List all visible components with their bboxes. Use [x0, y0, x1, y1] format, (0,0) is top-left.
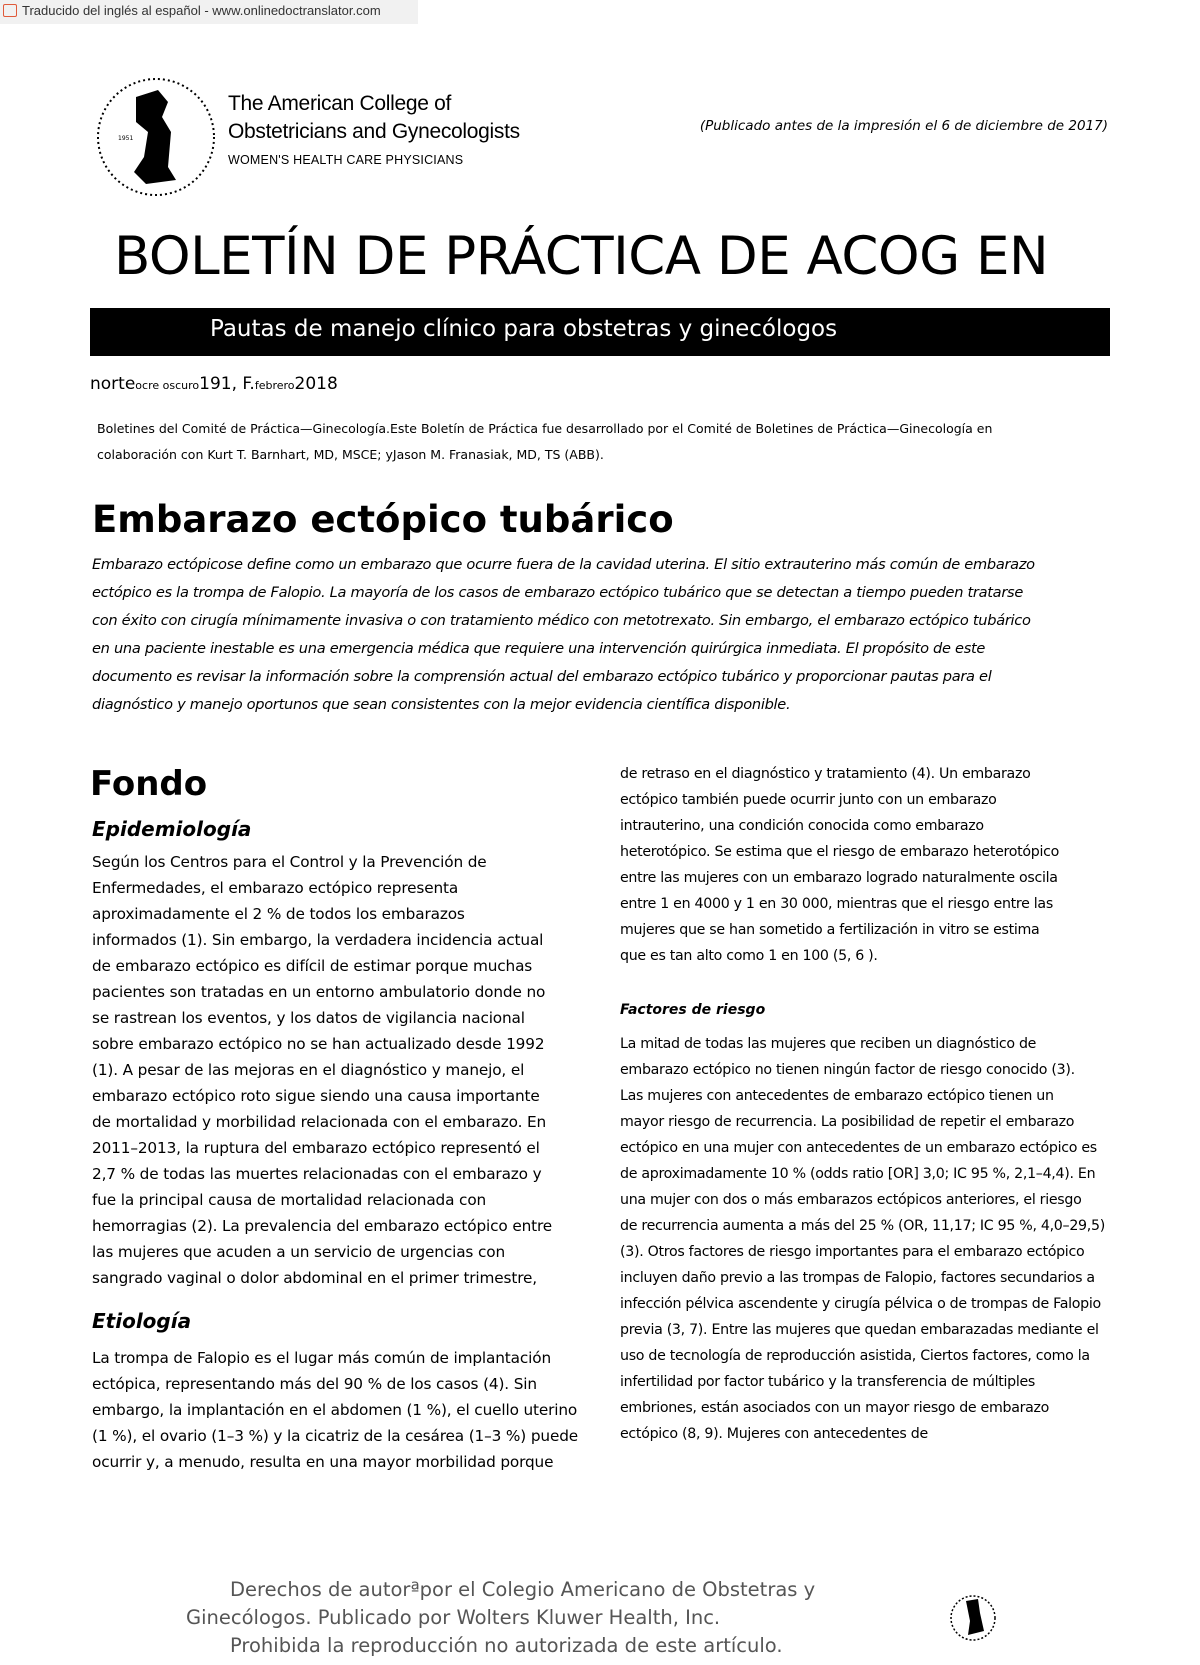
text-line: Las mujeres con antecedentes de embarazo ectópico tienen un	[620, 1088, 1054, 1104]
text-line: de embarazo ectópico es difícil de estimar porque muchas	[92, 957, 533, 975]
text-line: sangrado vaginal o dolor abdominal en el primer trimestre,	[92, 1269, 537, 1287]
text-line: de mortalidad y morbilidad relacionada con el embarazo. En	[92, 1113, 547, 1131]
text-line: de recurrencia aumenta a más del 25 % (OR, 11,17; IC 95 %, 4,0–29,5)	[620, 1218, 1105, 1234]
text-line: documento es revisar la información sobre la comprensión actual del embarazo ectópico tubárico y proporcionar pautas para el	[92, 668, 992, 685]
text-line: entre 1 en 4000 y 1 en 30 000, mientras que el riesgo entre las	[620, 896, 1053, 912]
text-line: La mitad de todas las mujeres que reciben un diagnóstico de	[620, 1036, 1037, 1052]
text-line: Enfermedades, el embarazo ectópico representa	[92, 879, 459, 897]
text-line: sobre embarazo ectópico no se han actualizado desde 1992	[92, 1035, 545, 1053]
text-line: ectópico (8, 9). Mujeres con antecedentes de	[620, 1426, 928, 1442]
text-line: se rastrean los eventos, y los datos de vigilancia nacional	[92, 1009, 525, 1027]
text-line: que es tan alto como 1 en 100 (5, 6 ).	[620, 948, 878, 964]
text-line: fue la principal causa de mortalidad relacionada con	[92, 1191, 487, 1209]
subtitle-band	[90, 308, 1110, 356]
text-line: ectópico es la trompa de Falopio. La mayoría de los casos de embarazo ectópico tubárico que se detectan a tiempo pueden tratarse	[92, 584, 1024, 601]
text-line: ocurrir y, a menudo, resulta en una mayor morbilidad porque	[92, 1453, 554, 1471]
committee-line: Boletines del Comité de Práctica—Ginecología.Este Boletín de Práctica fue desarrollado por el Comité de Boletines de Práctica—Ginecología en	[97, 421, 993, 436]
section-heading: Fondo	[90, 764, 208, 804]
text-line: 2011–2013, la ruptura del embarazo ectópico representó el	[92, 1139, 540, 1157]
text-line: infertilidad por factor tubárico y la transferencia de múltiples	[620, 1374, 1036, 1390]
text-line: de retraso en el diagnóstico y tratamiento (4). Un embarazo	[620, 766, 1031, 782]
text-line: pacientes son tratadas en un entorno ambulatorio donde no	[92, 983, 546, 1001]
translator-text: Traducido del inglés al español - www.onlinedoctranslator.com	[22, 3, 381, 18]
text-line: una mujer con dos o más embarazos ectópicos anteriores, el riesgo	[620, 1192, 1082, 1208]
text-line: intrauterino, una condición conocida como embarazo	[620, 818, 984, 834]
text-line: previa (3, 7). Entre las mujeres que quedan embarazadas mediante el	[620, 1322, 1099, 1338]
text-line: diagnóstico y manejo oportunos que sean consistentes con la mejor evidencia científica disponible.	[92, 696, 791, 713]
text-line: con éxito con cirugía mínimamente invasiva o con tratamiento médico con metotrexato. Sin embargo, el embarazo ectópico tubárico	[92, 612, 1031, 629]
subsection-heading: Epidemiología	[92, 817, 252, 841]
bulletin-number: norteocre oscuro191, F.febrero2018	[90, 374, 338, 394]
text-line: 2,7 % de todas las muertes relacionadas con el embarazo y	[92, 1165, 542, 1183]
text-line: entre las mujeres con un embarazo logrado naturalmente oscila	[620, 870, 1058, 886]
text-line: La trompa de Falopio es el lugar más común de implantación	[92, 1349, 551, 1367]
document-heading: Embarazo ectópico tubárico	[92, 498, 674, 541]
text-line: hemorragias (2). La prevalencia del embarazo ectópico entre	[92, 1217, 553, 1235]
text-line: ectópico en una mujer con antecedentes de un embarazo ectópico es	[620, 1140, 1097, 1156]
text-line: informados (1). Sin embargo, la verdadera incidencia actual	[92, 931, 544, 949]
text-line: (1 %), el ovario (1–3 %) y la cicatriz de la cesárea (1–3 %) puede	[92, 1427, 579, 1445]
text-line: uso de tecnología de reproducción asistida, Ciertos factores, como la	[620, 1348, 1090, 1364]
text-line: heterotópico. Se estima que el riesgo de embarazo heterotópico	[620, 844, 1059, 860]
subtitle: Pautas de manejo clínico para obstetras y ginecólogos	[210, 316, 838, 342]
text-line: (3). Otros factores de riesgo importantes para el embarazo ectópico	[620, 1244, 1085, 1260]
text-line: ectópico también puede ocurrir junto con un embarazo	[620, 792, 997, 808]
text-line: en una paciente inestable es una emergencia médica que requiere una intervención quirúrgica inmediata. El propósito de este	[92, 640, 986, 657]
text-line: embargo, la implantación en el abdomen (1 %), el cuello uterino	[92, 1401, 578, 1419]
footer-line: Derechos de autorªpor el Colegio Americano de Obstetras y	[230, 1578, 816, 1601]
text-line: incluyen daño previo a las trompas de Falopio, factores secundarios a	[620, 1270, 1095, 1286]
text-line: embriones, están asociados con un mayor riesgo de embarazo	[620, 1400, 1050, 1416]
bulletin-title: BOLETÍN DE PRÁCTICA DE ACOG EN	[114, 226, 1049, 287]
translate-icon	[3, 4, 17, 17]
text-line: embarazo ectópico roto sigue siendo una causa importante	[92, 1087, 540, 1105]
translator-banner[interactable]	[0, 0, 418, 24]
footer-line: Prohibida la reproducción no autorizada de este artículo.	[230, 1634, 783, 1657]
acog-footer-logo	[948, 1585, 998, 1651]
text-line: de aproximadamente 10 % (odds ratio [OR] 3,0; IC 95 %, 2,1–4,4). En	[620, 1166, 1096, 1182]
acog-seal-logo	[96, 72, 220, 202]
org-name-line-2: Obstetricians and Gynecologists	[228, 120, 520, 143]
footer-line: Ginecólogos. Publicado por Wolters Kluwer Health, Inc.	[186, 1606, 721, 1629]
org-name-line-1: The American College of	[228, 92, 452, 115]
text-line: aproximadamente el 2 % de todos los embarazos	[92, 905, 465, 923]
text-line: (1). A pesar de las mejoras en el diagnóstico y manejo, el	[92, 1061, 525, 1079]
text-line: las mujeres que acuden a un servicio de urgencias con	[92, 1243, 505, 1261]
text-line: Embarazo ectópicose define como un embarazo que ocurre fuera de la cavidad uterina. El sitio extrauterino más común de embarazo	[92, 556, 1035, 573]
text-line: embarazo ectópico no tienen ningún factor de riesgo conocido (3).	[620, 1062, 1075, 1078]
svg-text:1951: 1951	[118, 135, 134, 142]
text-line: mujeres que se han sometido a fertilización in vitro se estima	[620, 922, 1040, 938]
text-line: infección pélvica ascendente y cirugía pélvica o de trompas de Falopio	[620, 1296, 1101, 1312]
subsection-heading: Etiología	[92, 1309, 192, 1333]
subsection-heading: Factores de riesgo	[620, 1002, 766, 1018]
publication-note: (Publicado antes de la impresión el 6 de diciembre de 2017)	[699, 118, 1108, 134]
text-line: mayor riesgo de recurrencia. La posibilidad de repetir el embarazo	[620, 1114, 1075, 1130]
text-line: ectópica, representando más del 90 % de los casos (4). Sin	[92, 1375, 537, 1393]
org-tagline: WOMEN'S HEALTH CARE PHYSICIANS	[228, 153, 464, 167]
committee-line: colaboración con Kurt T. Barnhart, MD, MSCE; yJason M. Franasiak, MD, TS (ABB).	[97, 447, 604, 462]
text-line: Según los Centros para el Control y la Prevención de	[92, 853, 487, 871]
